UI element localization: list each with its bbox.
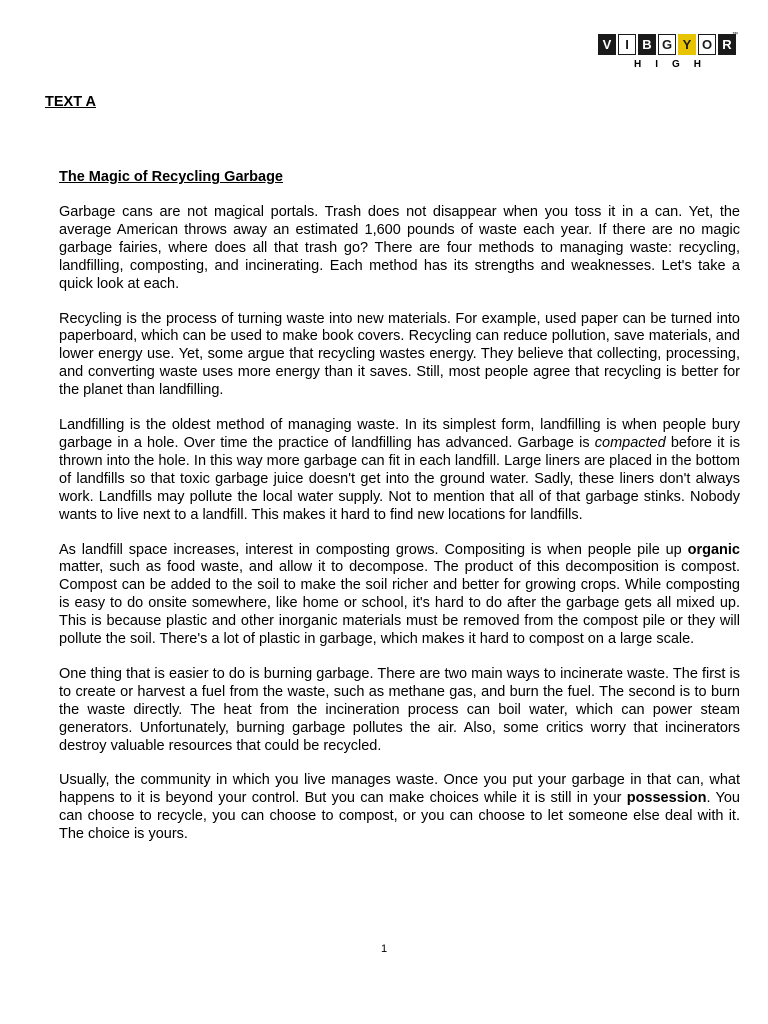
article xyxy=(59,169,740,861)
logo-letter: O xyxy=(698,34,716,55)
paragraph-text: Landfilling is the oldest method of managing waste. In its simplest form, landfilling is when people bury garbage in a hole. Over time the practice of landfilling has advanced. Garbage is xyxy=(59,417,740,451)
logo-letter: G xyxy=(658,34,676,55)
paragraph-text: One thing that is easier to do is burning garbage. There are two main ways to incinerate waste. The first is to create or harvest a fuel from the waste, such as methane gas, and burn the fuel. The second is to burn the waste directly. The heat from the incineration process can boil water, which can power steam generators. Unfortunately, burning garbage pollutes the air. Also, some critics worry that incinerators destroy valuable resources that could be recycled. xyxy=(59,665,740,754)
paragraph-text: before it is thrown into the hole. In this way more garbage can fit in each landfill. Large liners are placed in the bottom of landfills so that toxic garbage juice doesn't get into the ground water. Sadly, these liners don't always work. Landfills may pollute the local water supply. Not to mention that all of that garbage stinks. Nobody wants to live next to a landfill. This makes it hard to find new locations for landfills. xyxy=(59,434,741,523)
logo-subtitle: HIGH xyxy=(634,59,715,70)
logo-letter: V xyxy=(598,34,616,55)
paragraph-text: Usually, the community in which you live manages waste. Once you put your garbage in that can, what happens to it is beyond your control. But you can make choices while it is still in your xyxy=(59,772,740,807)
paragraph xyxy=(59,542,740,649)
paragraph-text: As landfill space increases, interest in composting grows. Compositing is when people pile up xyxy=(59,541,688,558)
vibgyor-high-logo xyxy=(598,34,738,74)
logo-letter: B xyxy=(638,34,656,55)
article-title: The Magic of Recycling Garbage xyxy=(59,169,283,185)
paragraph-text: matter, such as food waste, and allow it to decompose. The product of this decomposition is compost. Compost can be added to the soil to make the soil richer and better for growing crops. While composting is easy to do onsite somewhere, like home or school, it's hard to do after the garbage gets all mixed up. This is because plastic and other inorganic materials must be removed from the compost pile or they will pollute the soil. There's a lot of plastic in garbage, which makes it hard to compost on a large scale. xyxy=(59,559,740,648)
paragraph xyxy=(59,772,740,844)
bold-term-organic: organic xyxy=(687,541,740,558)
logo-letter: Y xyxy=(678,34,696,55)
paragraph xyxy=(59,666,740,756)
paragraph-text: . You can choose to recycle, you can choose to compost, or you can choose to let someone else deal with it. The choice is yours. xyxy=(59,790,740,843)
logo-letter: I xyxy=(618,34,636,55)
section-label: TEXT A xyxy=(45,94,97,110)
paragraph-text: Recycling is the process of turning waste into new materials. For example, used paper can be turned into paperboard, which can be used to make book covers. Recycling can reduce pollution, save materials, and lower energy use. Yet, some argue that recycling wastes energy. They believe that collecting, processing, and converting waste uses more energy than it saves. Still, most people agree that recycling is better for the planet than landfilling. xyxy=(59,310,740,399)
italic-term-compacted: compacted xyxy=(594,434,666,451)
page-number: 1 xyxy=(380,943,388,955)
paragraph xyxy=(59,417,740,524)
logo-letter: R xyxy=(718,34,736,55)
trademark-symbol: ™ xyxy=(732,32,738,38)
bold-term-possession: possession xyxy=(626,790,707,807)
paragraph xyxy=(59,311,740,401)
logo-letters xyxy=(598,34,738,55)
paragraph xyxy=(59,204,740,294)
paragraph-text: Garbage cans are not magical portals. Trash does not disappear when you toss it in a can. Yet, the average American throws away an estimated 1,600 pounds of waste each year. If there are no magic garbage fairies, where does all that trash go? There are four methods to managing waste: recycling, landfilling, composting, and incinerating. Each method has its strengths and weaknesses. Let's take a quick look at each. xyxy=(59,204,740,292)
